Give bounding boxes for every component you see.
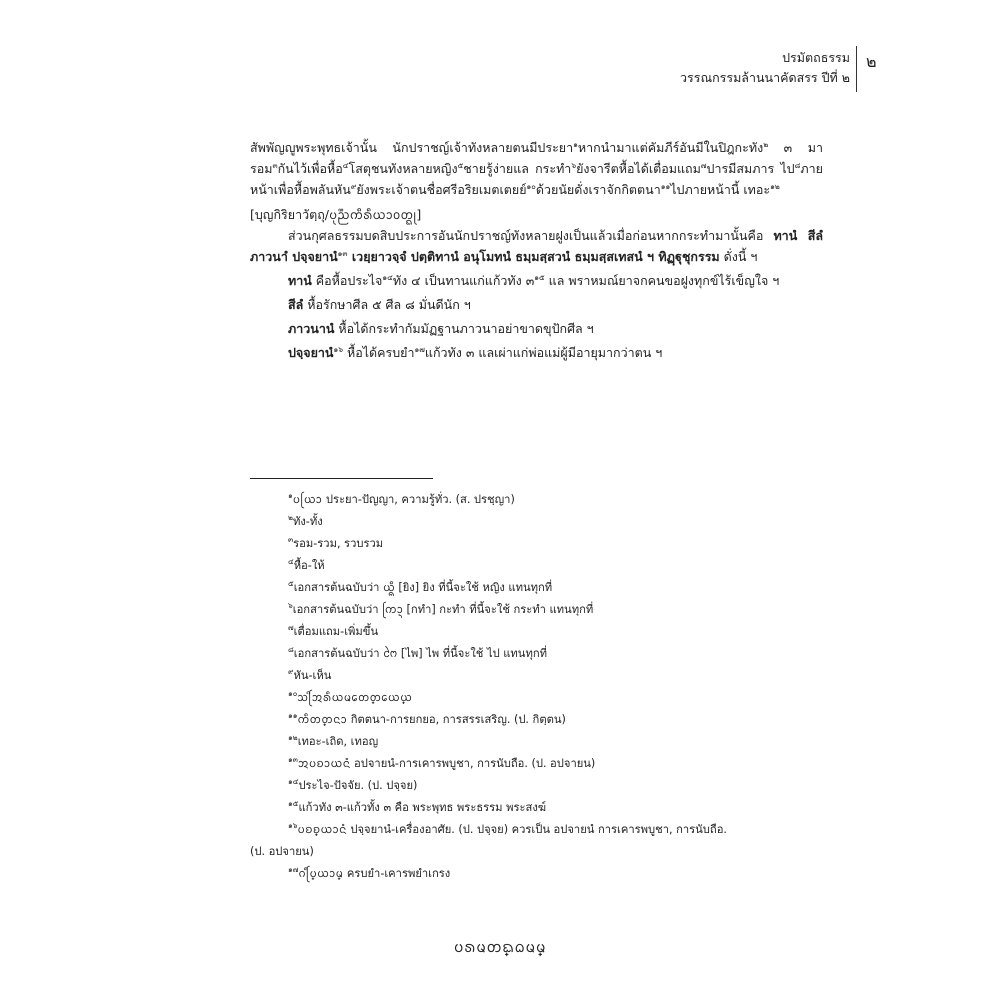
footnote-text: แก้วทัง ๓-แก้วทั้ง ๓ คือ พระพุทธ พระธรรม พระสงฆ์ [298, 801, 547, 814]
header-subtitle: วรรณกรรมล้านนาคัดสรร ปีที่ ๒ [680, 70, 850, 85]
page-footer: ᨷᩁᨾᨲ᩠ᨳᨵᨾ᩠ᨾ [453, 938, 547, 956]
lanna-script-word: ᨠᩥᨲ᩠ᨲᨶᩣ [297, 713, 348, 726]
footnote-item [250, 687, 823, 709]
footnote-number: ๑๐ [288, 689, 298, 698]
footnote-item [250, 753, 823, 775]
footnote-text: กิตตนา-การยกยอ, การสรรเสริญ. (ป. กิตฺตน) [347, 713, 566, 726]
footnote-ref[interactable]: ๑๖ [333, 345, 344, 354]
section-heading: [บุญกิริยาวัตฺถุ/ᨷᩩᨬ᩠ᨬᨠᩥᩁᩥᨿᩣᩅᨲ᩠ᨳᩩ] [250, 207, 422, 222]
footnote-item [250, 533, 823, 555]
definition-text: หื้อได้ครบยำ [343, 345, 415, 360]
footnote-text: ประไจ-ปัจจัย. (ป. ปจฺจย) [298, 779, 418, 792]
footnote-ref[interactable]: ๑๕ [534, 273, 545, 282]
footnote-item [250, 577, 823, 599]
footnote-ref[interactable]: ๑๗ [414, 345, 425, 354]
footnote-continuation: (ป. อปจายน) [250, 845, 314, 858]
footnote-text: ปจฺจยานํ-เครื่องอาศัย. (ป. ปจฺจย) ควรเป็น อปจายนํ การเคารพบูชา, การนับถือ. [346, 823, 727, 836]
definition-item [250, 318, 823, 339]
footnote-item [250, 775, 823, 797]
footnote-ref[interactable]: ๑๒ [770, 182, 780, 191]
definition-item [250, 342, 823, 363]
definition-text: คือหื้อประไจ [311, 273, 383, 288]
footnote-number: ๓ [288, 535, 294, 544]
intro-paragraph: สัพพัญญูพระพุทธเจ้านั้น นักปราชญ์เจ้าทังหลายตนมีประยา$^๑$หากนำมาแต่คัมภีร์อันมีในปิฎกะทัง$^๒$ ๓ มา รอม$^๓$กันไว้เพื่อหื้อ$^๔$โสตุชนทังหลายหญิง$^๕$ชายรู้ง่ายแล กระทำ$^๖$ยังจารีตหื้อได้เตื่อมแถม$^๗$ปารมีสมภาร ไป$^๘$ภายหน้าเพื่อหื้อพลันหัน$^๙$ยังพระเจ้าตนชื่อศรีอริยเมตเตยย์$^{๑๐}$ด้วยนัยดั่งเราจักกิตตนา$^{๑๑}$ไปภายหน้านี้ เทอะ$^{๑๒}$ [250, 140, 823, 197]
footnote-item [250, 643, 823, 665]
definition-text: ทัง ๔ เป็นทานแก่แก้วทัง ๓ [392, 273, 535, 288]
footnote-number: ๘ [288, 645, 294, 654]
footnote-text: ครบยำ-เคารพยำเกรง [343, 867, 451, 880]
footnote-item [250, 489, 823, 511]
footnote-number: ๑๓ [288, 755, 298, 764]
footnote-number: ๗ [288, 623, 294, 632]
footnote-number: ๑๕ [288, 799, 299, 808]
header-title: ปรมัตถธรรม [782, 50, 850, 65]
definition-list [250, 270, 823, 363]
footnote-text: อปจายนํ-การเคารพบูชา, การนับถือ. (ป. อปจายน) [350, 757, 596, 770]
footnote-ref[interactable]: ๑๓ [337, 249, 348, 258]
lanna-script-word: ᩈᩕᩦᩋᩁᩥᨿᨾᩮᨲ᩠ᨲᩮᨿ᩠ᨿ [297, 691, 413, 704]
footnote-number: ๕ [288, 579, 294, 588]
running-header [680, 48, 850, 88]
lanna-script-word: ᩋᨷᨧᩣᨿᨶᩴ [297, 757, 351, 770]
footnote-item [250, 863, 823, 885]
footnote-item [250, 797, 823, 819]
footnote-ref[interactable]: ๑๑ [660, 182, 671, 191]
footnote-text: หัน-เห็น [293, 669, 332, 682]
header-divider [856, 46, 857, 92]
footnote-item [250, 819, 823, 841]
footnote-text: หื้อ-ให้ [293, 559, 325, 572]
footnotes [250, 489, 823, 885]
footnote-number: ๑๖ [288, 821, 298, 830]
lanna-script-word: ᨷᩕᨿᩣ [292, 493, 323, 506]
footnote-item [250, 555, 823, 577]
definition-text: หื้อรักษาศีล ๕ ศีล ๘ มั่นดีนัก ฯ [303, 297, 471, 312]
footnote-number: ๑๒ [288, 733, 298, 742]
footnote-ref[interactable]: ๑ [573, 140, 578, 149]
footnote-divider [250, 478, 433, 479]
footnote-ref[interactable]: ๓ [272, 161, 278, 170]
page-number: ๒ [866, 52, 877, 71]
definition-term: ภาวนานํ [288, 321, 335, 336]
footnote-text: เอกสารต้นฉบับว่า ᨠᩕᩣ᩠ᨶ [กทำ] กะทำ ที่นี้จะใช้ กระทำ แทนทุกที่ [292, 603, 594, 616]
footnote-item [250, 621, 823, 643]
footnote-text: ทัง-ทั้ง [292, 515, 323, 528]
footnote-text: ประยา-ปัญญา, ความรู้ทั่ว. (ส. ปรชฺญา) [322, 493, 515, 506]
footnote-ref[interactable]: ๖ [571, 161, 577, 170]
footnote-number: ๙ [288, 667, 294, 676]
footnote-item [250, 709, 823, 731]
footnote-text: เอกสารต้นฉบับว่า ᨻᩱ [ไพ] ไพ ที่นี้จะใช้ ไป แทนทุกที่ [293, 647, 547, 660]
lanna-script-word: ᨷᨧ᩠ᨧᨿᩣᨶᩴ [297, 823, 347, 836]
definition-term: สีลํ [288, 297, 304, 312]
footnote-ref[interactable]: ๙ [350, 182, 357, 191]
footnote-number: ๔ [288, 557, 294, 566]
definition-text: หื้อได้กระทำกัมมัฏฐานภาวนาอย่าขาดขุปักศีล ฯ [334, 321, 594, 336]
definition-text: แก้วทัง ๓ แลเผ่าแก่พ่อแม่ผู้มีอายุมากว่าตน ฯ [424, 345, 663, 360]
footnote-number: ๑ [288, 491, 293, 500]
definition-term: ปจฺจยานํ [288, 345, 334, 360]
definition-text: แล พราหมณ์ยาจกคนขอฝูงทุกข์ไร้เข็ญใจ ฯ [544, 273, 780, 288]
footnote-ref[interactable]: ๔ [342, 161, 349, 170]
footnote-item [250, 665, 823, 687]
footnote-number: ๑๔ [288, 777, 299, 786]
footnote-text: เอกสารต้นฉบับว่า ᨿᩥ᩠ᨦ [ยิง] ยิง ที่นี้จะใช้ หญิง แทนทุกที่ [293, 581, 553, 594]
main-text [250, 137, 823, 363]
footnote-number: ๑๑ [288, 711, 298, 720]
definition-term: ทานํ [288, 273, 312, 288]
footnote-ref[interactable]: ๒ [763, 140, 769, 149]
footnote-ref[interactable]: ๑๐ [526, 182, 536, 191]
footnote-ref[interactable]: ๑๔ [382, 273, 393, 282]
merit-paragraph: ส่วนกุศลธรรมบดสิบประการอันนักปราชญ์ทังหลายฝูงเป็นแล้วเมื่อก่อนหากกระทำมานั้นคือ ทานํ สีลํ ภาวนาํ ปจฺจยานํ$^{๑๓}$ เวยฺยาวจฺจํ ปตฺติทานํ อนุโมทนํ ธมฺมสฺสวนํ ธมฺมสฺสเทสนํ ฯ ทิฏฺฐุชุกรรม ดั่งนี้ ฯ [250, 228, 823, 264]
footnote-ref[interactable]: ๕ [457, 161, 464, 170]
footnote-number: ๒ [288, 513, 293, 522]
footnote-number: ๖ [288, 601, 293, 610]
footnote-ref[interactable]: ๗ [700, 161, 707, 170]
footnote-text: รอม-รวม, รวบรวม [293, 537, 384, 550]
footnote-ref[interactable]: ๘ [794, 161, 801, 170]
footnote-item [250, 511, 823, 533]
footnote-item [250, 731, 823, 753]
footnote-text: เตื่อมแถม-เพิ่มขึ้น [293, 625, 379, 638]
definition-item [250, 294, 823, 315]
lanna-script-word: ᨣᩕᩧ᩠ᨷᨿᩣ᩠ᨾ [298, 867, 344, 880]
footnote-item [250, 599, 823, 621]
footnote-text: เทอะ-เถิด, เทอญ [297, 735, 379, 748]
definition-item [250, 270, 823, 291]
footnote-number: ๑๗ [288, 865, 299, 874]
